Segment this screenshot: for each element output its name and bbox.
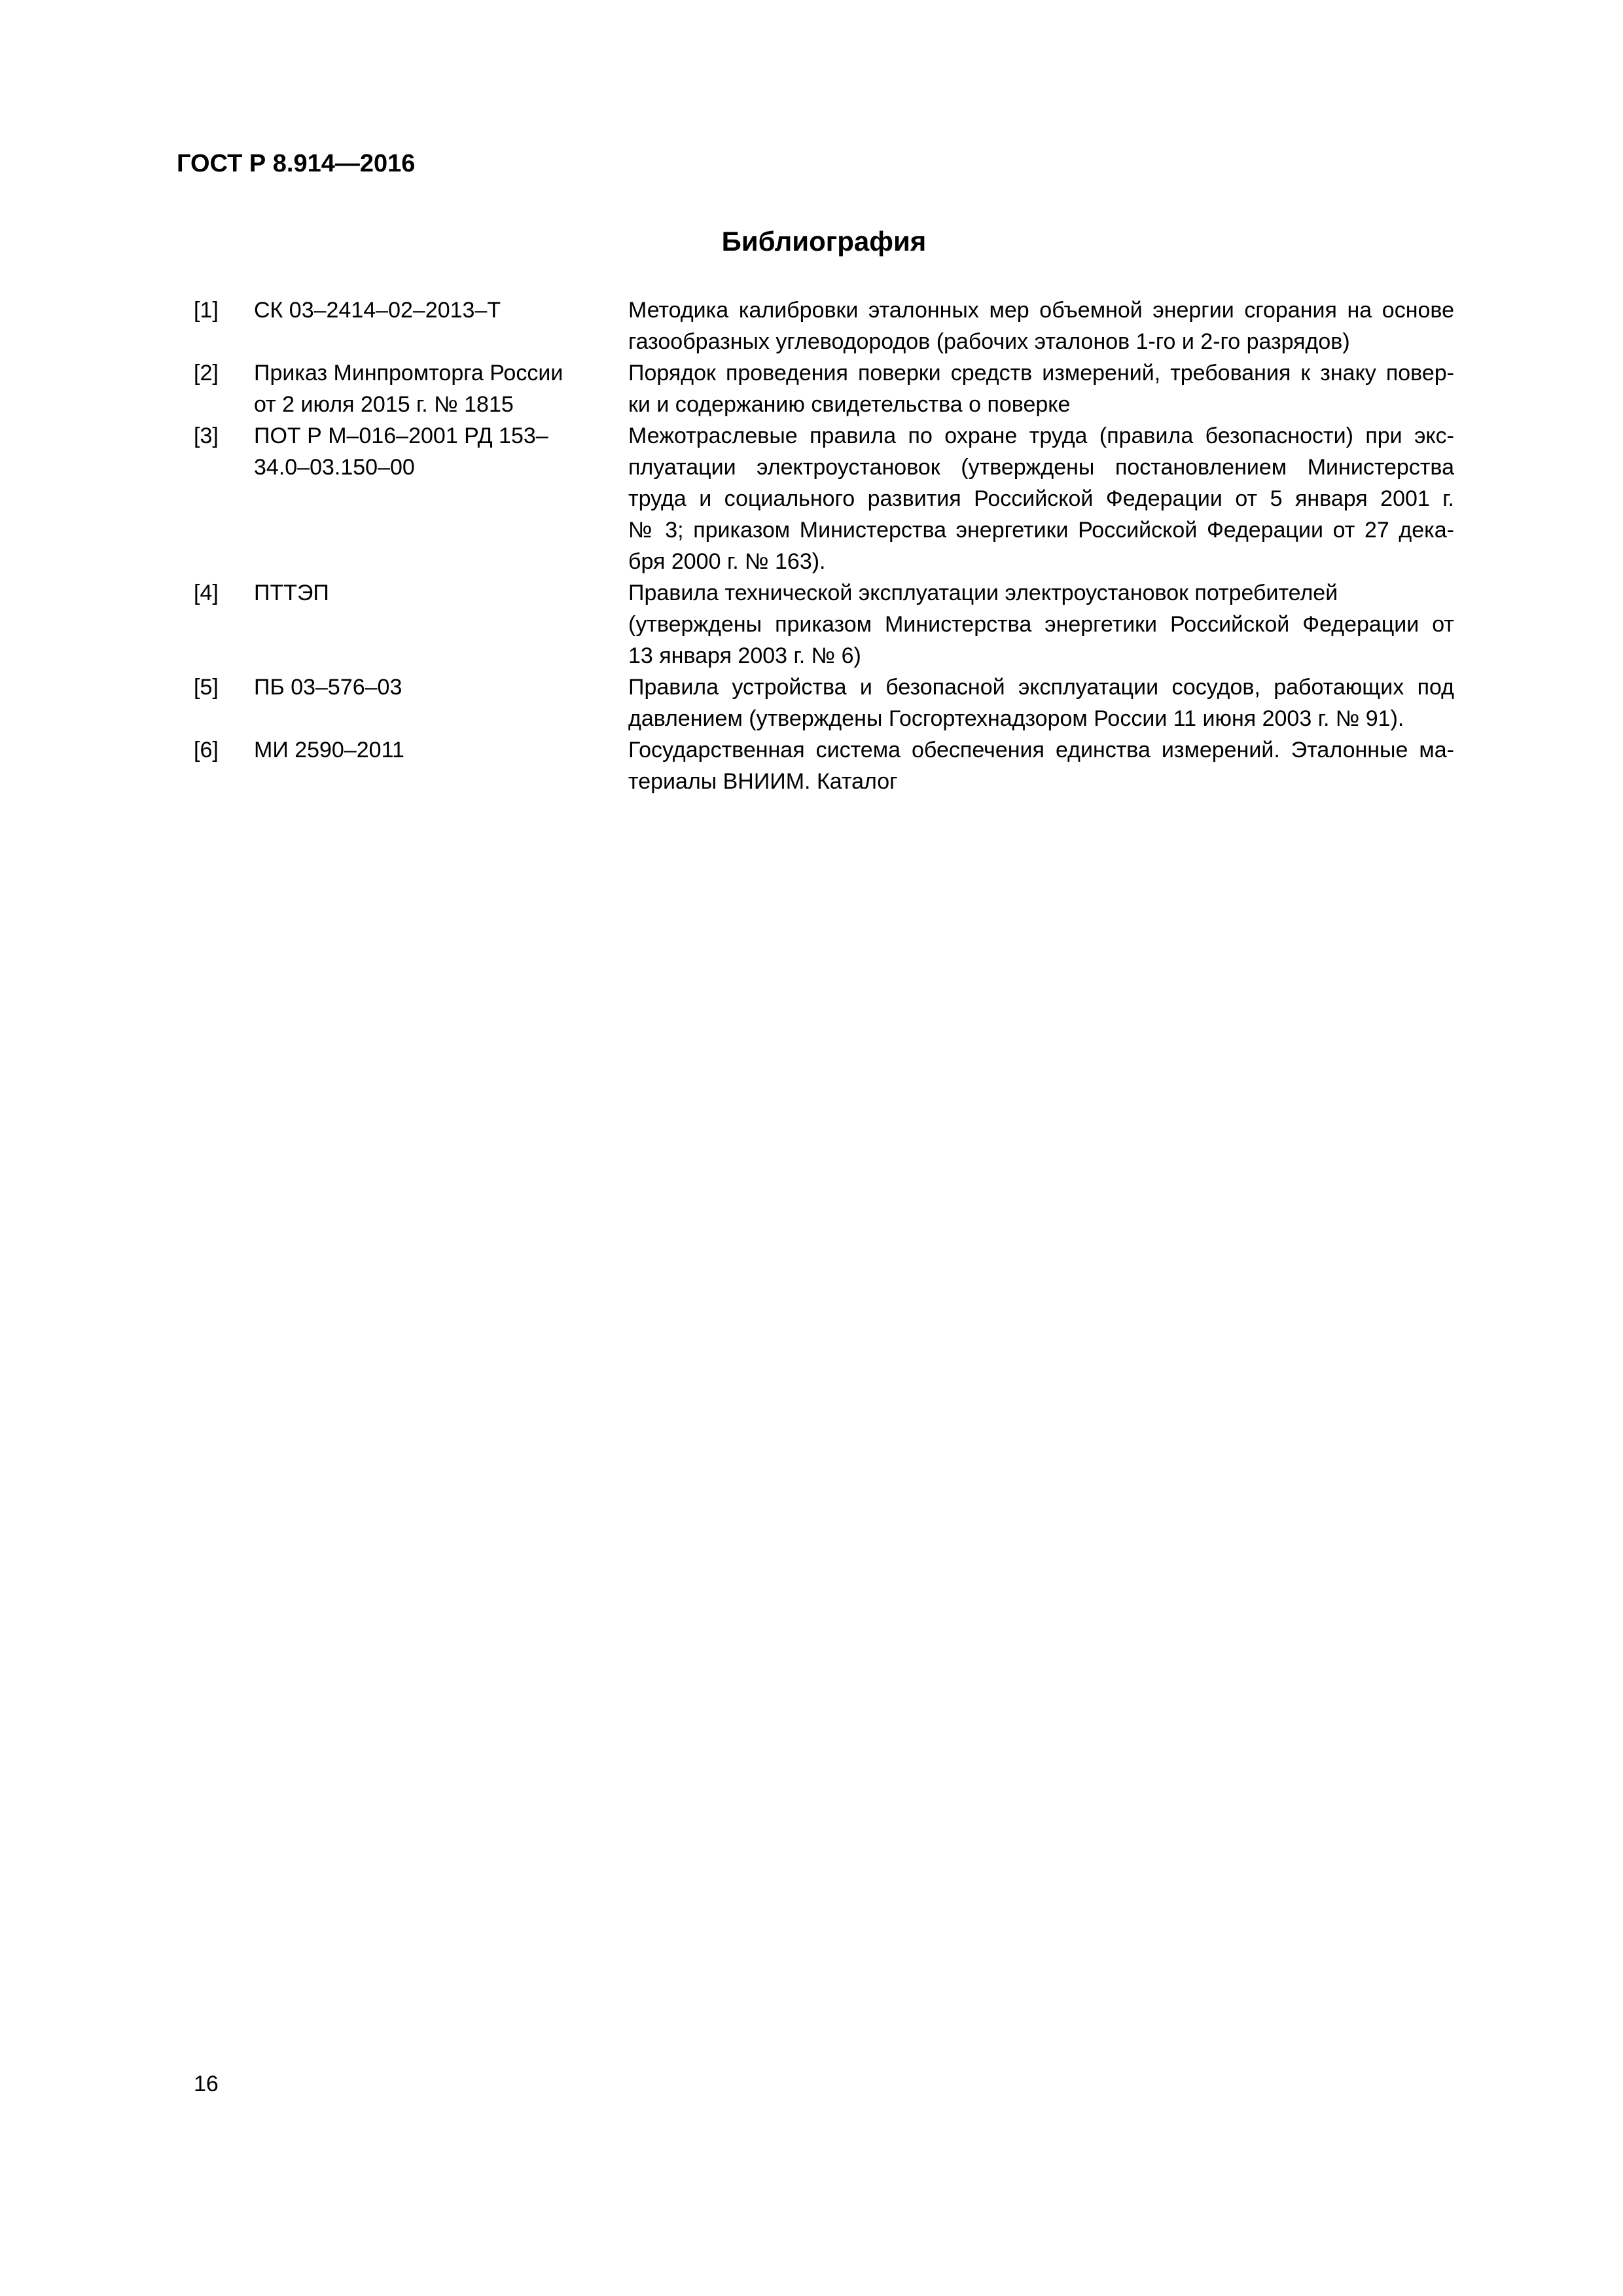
text-line: плуатации электроустановок (утверждены постановлением Министерства <box>628 455 1454 480</box>
list-item <box>194 577 1454 672</box>
text-line: [3] <box>194 423 219 448</box>
text-line: Государственная система обеспечения единства измерений. Эталонные ма- <box>628 738 1454 762</box>
ref-description <box>628 295 1454 357</box>
ref-number <box>194 734 254 766</box>
text-line: СК 03–2414–02–2013–Т <box>254 298 501 323</box>
ref-description <box>628 672 1454 734</box>
text-line: [2] <box>194 361 219 386</box>
text-line: ПБ 03–576–03 <box>254 675 402 700</box>
list-item <box>194 734 1454 797</box>
section-title: Библиография <box>721 226 927 257</box>
ref-code <box>254 577 628 609</box>
ref-number <box>194 357 254 389</box>
ref-code <box>254 420 628 483</box>
ref-description <box>628 420 1454 577</box>
text-line: Правила технической эксплуатации электроустановок потребителей <box>628 581 1338 605</box>
text-line: № 3; приказом Министерства энергетики Российской Федерации от 27 дека- <box>628 518 1454 543</box>
text-line: Правила устройства и безопасной эксплуатации сосудов, работающих под <box>628 675 1454 700</box>
list-item <box>194 357 1454 420</box>
text-line: [5] <box>194 675 219 700</box>
ref-description <box>628 734 1454 797</box>
ref-number <box>194 577 254 609</box>
text-line: Межотраслевые правила по охране труда (правила безопасности) при экс- <box>628 423 1454 448</box>
ref-number <box>194 295 254 326</box>
ref-description <box>628 357 1454 420</box>
page-number: 16 <box>194 2072 219 2096</box>
text-line: бря 2000 г. № 163). <box>628 549 826 574</box>
text-line: ПТТЭП <box>254 581 329 605</box>
ref-description <box>628 577 1454 672</box>
list-item <box>194 420 1454 577</box>
text-line: ПОТ Р М–016–2001 РД 153– <box>254 423 548 448</box>
ref-code <box>254 672 628 703</box>
list-item <box>194 295 1454 357</box>
text-line: [4] <box>194 581 219 605</box>
ref-code <box>254 357 628 420</box>
text-line: ки и содержанию свидетельства о поверке <box>628 392 1071 417</box>
ref-code <box>254 295 628 326</box>
text-line: [6] <box>194 738 219 762</box>
list-item <box>194 672 1454 734</box>
text-line: труда и социального развития Российской Федерации от 5 января 2001 г. <box>628 486 1454 511</box>
ref-number <box>194 420 254 452</box>
text-line: Приказ Минпромторга России <box>254 361 563 386</box>
text-line: териалы ВНИИМ. Каталог <box>628 769 898 794</box>
text-line: Методика калибровки эталонных мер объемной энергии сгорания на основе <box>628 298 1454 323</box>
text-line: Порядок проведения поверки средств измерений, требования к знаку повер- <box>628 361 1454 386</box>
text-line: (утверждены приказом Министерства энергетики Российской Федерации от <box>628 612 1454 637</box>
text-line: МИ 2590–2011 <box>254 738 404 762</box>
text-line: газообразных углеводородов (рабочих эталонов 1-го и 2-го разрядов) <box>628 329 1350 354</box>
text-line: давлением (утверждены Госгортехнадзором России 11 июня 2003 г. № 91). <box>628 706 1404 731</box>
text-line: 13 января 2003 г. № 6) <box>628 643 861 668</box>
standard-code-header: ГОСТ Р 8.914—2016 <box>177 150 416 177</box>
ref-code <box>254 734 628 766</box>
ref-number <box>194 672 254 703</box>
text-line: [1] <box>194 298 219 323</box>
text-line: от 2 июля 2015 г. № 1815 <box>254 392 514 417</box>
text-line: 34.0–03.150–00 <box>254 455 415 480</box>
bibliography-list <box>194 295 1454 797</box>
